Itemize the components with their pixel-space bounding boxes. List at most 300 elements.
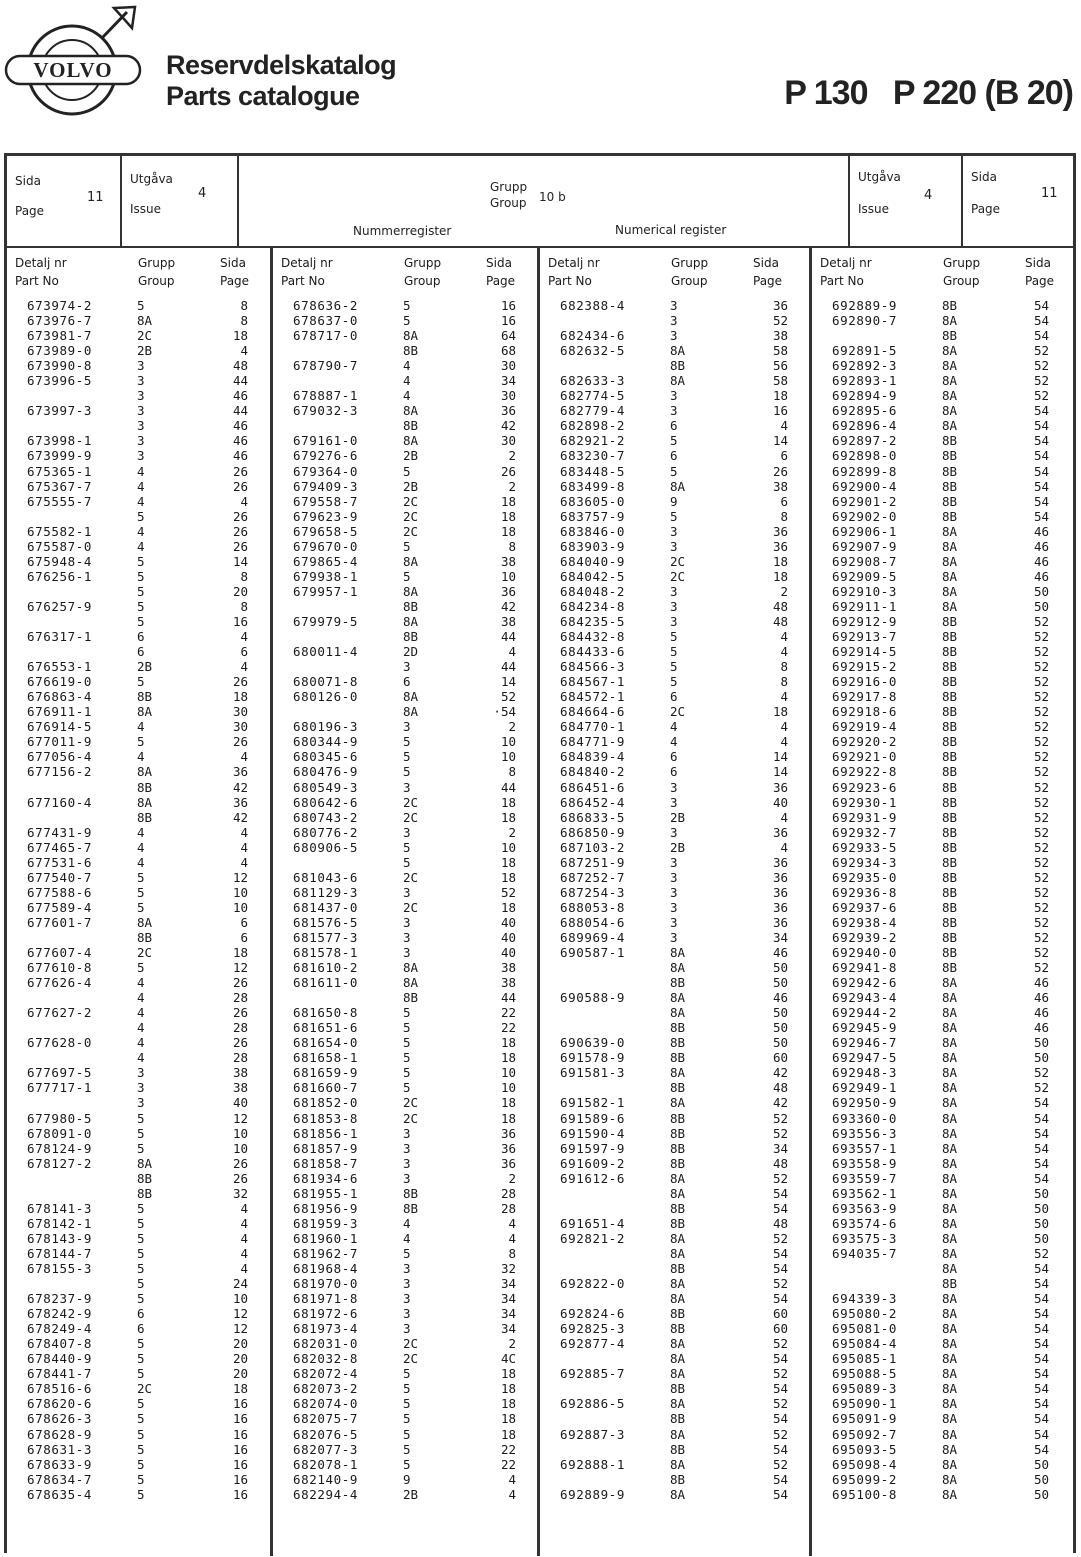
page-number: 52 [772, 1110, 788, 1126]
table-row [812, 1186, 1073, 1201]
group-code: 3 [670, 824, 678, 840]
page-number: 26 [232, 975, 248, 991]
part-number: 692931-9 [832, 809, 898, 825]
page-number: 12 [232, 960, 248, 976]
page-number: 52 [772, 1170, 788, 1186]
part-number: 692898-0 [832, 448, 898, 464]
page-number: 50 [772, 1035, 788, 1051]
page-number: 52 [1033, 719, 1049, 735]
table-row [273, 1231, 540, 1246]
page-number: 36 [500, 1155, 516, 1171]
part-number: 678142-1 [27, 1215, 93, 1231]
table-row [540, 1171, 812, 1186]
table-row [812, 373, 1073, 388]
table-row [7, 719, 272, 734]
group-code: 2B [403, 448, 419, 464]
part-number: 695093-5 [832, 1441, 898, 1457]
table-row [273, 1381, 540, 1396]
group-code: 8A [403, 960, 419, 976]
register-table [4, 153, 1076, 1553]
table-row [812, 1336, 1073, 1351]
group-code: 3 [670, 598, 678, 614]
group-code: 2C [137, 945, 153, 961]
column-header-part-en: Part No [281, 274, 325, 288]
part-number: 681578-1 [293, 945, 359, 961]
page-number: 50 [1033, 1215, 1049, 1231]
group-code: 8A [670, 960, 686, 976]
group-code: 3 [403, 1125, 411, 1141]
table-row [7, 388, 272, 403]
table-row [812, 945, 1073, 960]
table-row [812, 614, 1073, 629]
group-code: 5 [137, 508, 145, 524]
page-number: 54 [1033, 1366, 1049, 1382]
column-header-group-en: Group [138, 274, 175, 288]
group-code: 8A [942, 403, 958, 419]
page-number: 40 [500, 929, 516, 945]
table-row [273, 448, 540, 463]
page-number: 26 [232, 1170, 248, 1186]
part-number: 688053-8 [560, 899, 626, 915]
table-row [812, 554, 1073, 569]
group-code: 8B [942, 433, 958, 449]
table-row [540, 644, 812, 659]
table-row [7, 885, 272, 900]
page-number: 16 [500, 298, 516, 313]
table-row [273, 734, 540, 749]
part-number: 692939-2 [832, 929, 898, 945]
page-number: 4 [780, 689, 788, 705]
table-row [540, 734, 812, 749]
part-number: 692942-6 [832, 975, 898, 991]
right-page-value: 11 [1041, 186, 1058, 201]
page-number: 16 [232, 1411, 248, 1427]
part-number: 679957-1 [293, 583, 359, 599]
part-number: 692887-3 [560, 1426, 626, 1442]
page-number: 2 [508, 1336, 516, 1352]
part-number: 676863-4 [27, 689, 93, 705]
table-row [540, 298, 812, 313]
group-code: 5 [137, 960, 145, 976]
page-number: 10 [500, 1080, 516, 1096]
part-number: 695080-2 [832, 1306, 898, 1322]
table-row [273, 644, 540, 659]
group-code: 4 [137, 719, 145, 735]
page-number: ·54 [493, 704, 516, 720]
page-number: 6 [780, 448, 788, 464]
part-number: 681972-6 [293, 1306, 359, 1322]
page-number: 34 [500, 373, 516, 389]
part-number: 677628-0 [27, 1035, 93, 1051]
table-row [540, 719, 812, 734]
column-header-page-en: Page [753, 274, 783, 288]
page-number: 22 [500, 1456, 516, 1472]
table-row [7, 1231, 272, 1246]
page-number: 52 [1033, 884, 1049, 900]
table-row [273, 328, 540, 343]
table-row [273, 795, 540, 810]
page-number: 36 [772, 298, 788, 313]
part-number: 678636-2 [293, 298, 359, 313]
part-number: 695088-5 [832, 1366, 898, 1382]
group-code: 8B [403, 990, 419, 1006]
page-number: 18 [500, 1366, 516, 1382]
page-number: 8 [508, 1245, 516, 1261]
part-number: 692897-2 [832, 433, 898, 449]
part-number: 673990-8 [27, 358, 93, 374]
group-code: 4 [403, 373, 411, 389]
page-number: 26 [232, 1035, 248, 1051]
group-code: 2C [403, 869, 419, 885]
table-row [7, 1381, 272, 1396]
table-row [812, 1411, 1073, 1426]
group-code: 8B [942, 613, 958, 629]
volvo-logo-text: VOLVO [33, 58, 113, 82]
table-row [812, 900, 1073, 915]
part-number: 681971-8 [293, 1291, 359, 1307]
table-row [540, 1411, 812, 1426]
page-number: 18 [500, 1411, 516, 1427]
part-number: 692902-0 [832, 508, 898, 524]
part-number: 679558-7 [293, 493, 359, 509]
group-code: 8A [403, 433, 419, 449]
left-page-value: 11 [87, 190, 104, 205]
table-row [540, 403, 812, 418]
page-number: 26 [232, 734, 248, 750]
group-code: 8A [942, 1050, 958, 1066]
table-row [540, 1111, 812, 1126]
group-code: 2B [137, 343, 153, 359]
part-number: 686833-5 [560, 809, 626, 825]
part-number: 684839-4 [560, 749, 626, 765]
group-code: 6 [403, 674, 411, 690]
group-code: 3 [403, 1291, 411, 1307]
table-row [7, 1336, 272, 1351]
group-code: 8A [942, 1200, 958, 1216]
group-code: 2C [403, 1351, 419, 1367]
group-code: 8A [670, 1291, 686, 1307]
table-row [812, 975, 1073, 990]
group-code: 8A [942, 1185, 958, 1201]
group-code: 8A [670, 1095, 686, 1111]
page-number: 18 [500, 493, 516, 509]
group-code: 8A [670, 945, 686, 961]
group-code: 8A [942, 1351, 958, 1367]
group-code: 5 [403, 1245, 411, 1261]
part-number: 677056-4 [27, 749, 93, 765]
page-number: 52 [1033, 794, 1049, 810]
page-number: 54 [1033, 433, 1049, 449]
table-row [812, 1321, 1073, 1336]
table-row [7, 433, 272, 448]
group-code: 8B [670, 975, 686, 991]
page-number: 16 [232, 1456, 248, 1472]
table-row [7, 494, 272, 509]
page-number: 26 [232, 674, 248, 690]
page-number: 54 [1033, 1321, 1049, 1337]
page-number: 8 [240, 598, 248, 614]
page-number: 30 [232, 719, 248, 735]
group-code: 5 [403, 1366, 411, 1382]
table-row [812, 1126, 1073, 1141]
table-row [812, 810, 1073, 825]
group-code: 5 [403, 1050, 411, 1066]
page-number: 24 [232, 1276, 248, 1292]
table-row [812, 298, 1073, 313]
part-number: 679161-0 [293, 433, 359, 449]
table-row [7, 1276, 272, 1291]
page-number: 36 [232, 794, 248, 810]
group-code: 6 [670, 448, 678, 464]
page-number: 46 [1033, 523, 1049, 539]
page-number: 36 [232, 764, 248, 780]
table-row [273, 1472, 540, 1487]
table-row [273, 870, 540, 885]
table-row [7, 945, 272, 960]
page-number: 46 [232, 418, 248, 434]
part-number: 692908-7 [832, 553, 898, 569]
group-code: 8A [670, 1185, 686, 1201]
group-code: 4 [137, 824, 145, 840]
group-code: 3 [670, 523, 678, 539]
part-number: 693558-9 [832, 1155, 898, 1171]
page-number: 18 [500, 1095, 516, 1111]
register-columns [7, 248, 1073, 1556]
table-row [540, 659, 812, 674]
group-code: 8B [942, 704, 958, 720]
page-number: 54 [1033, 1351, 1049, 1367]
table-row [540, 1141, 812, 1156]
page-number: 30 [500, 388, 516, 404]
group-code: 8B [670, 1035, 686, 1051]
part-number: 678717-0 [293, 328, 359, 344]
group-code: 3 [670, 298, 678, 313]
group-code: 8B [670, 1155, 686, 1171]
group-code: 3 [670, 403, 678, 419]
page-number: 12 [232, 1306, 248, 1322]
model-designation: P 130 P 220 (B 20) [784, 74, 1073, 112]
table-row [540, 1366, 812, 1381]
part-number: 678249-4 [27, 1321, 93, 1337]
table-row [273, 358, 540, 373]
table-row [273, 764, 540, 779]
group-code: 5 [670, 463, 678, 479]
page-number: 46 [772, 945, 788, 961]
part-number: 680906-5 [293, 839, 359, 855]
table-row [812, 870, 1073, 885]
page-number: 14 [772, 749, 788, 765]
table-row [273, 464, 540, 479]
group-code: 4 [137, 1035, 145, 1051]
group-code: 8B [670, 1200, 686, 1216]
group-code: 2C [403, 493, 419, 509]
table-row [812, 1457, 1073, 1472]
page-number: 36 [500, 403, 516, 419]
group-code: 8B [670, 1125, 686, 1141]
table-row [812, 1306, 1073, 1321]
group-code: 8A [942, 1396, 958, 1412]
part-number: 681960-1 [293, 1230, 359, 1246]
table-row [540, 1216, 812, 1231]
page-number: 30 [500, 358, 516, 374]
table-row [273, 1276, 540, 1291]
table-row [812, 825, 1073, 840]
group-code: 8A [670, 1230, 686, 1246]
group-code: 8B [942, 508, 958, 524]
part-number: 678637-0 [293, 313, 359, 329]
group-code: 5 [403, 1065, 411, 1081]
register-rows [540, 298, 812, 1502]
group-code: 5 [137, 553, 145, 569]
group-code: 5 [137, 1351, 145, 1367]
table-row [273, 1457, 540, 1472]
table-row [540, 1487, 812, 1502]
part-number: 684664-6 [560, 704, 626, 720]
group-code: 4 [403, 388, 411, 404]
table-row [812, 1351, 1073, 1366]
part-number: 692901-2 [832, 493, 898, 509]
right-issue-cell [850, 156, 963, 246]
group-code: 4 [403, 358, 411, 374]
part-number: 691651-4 [560, 1215, 626, 1231]
page-number: 2 [508, 448, 516, 464]
group-code: 8A [403, 583, 419, 599]
page-number: 54 [772, 1185, 788, 1201]
group-code: 8A [942, 313, 958, 329]
column-header-group-sv: Grupp [138, 256, 176, 270]
group-code: 5 [137, 899, 145, 915]
table-row [273, 1080, 540, 1095]
part-number: 675365-1 [27, 463, 93, 479]
part-number: 684771-9 [560, 734, 626, 750]
group-code: 8B [670, 1411, 686, 1427]
group-code: 6 [670, 764, 678, 780]
page-number: 4 [240, 749, 248, 765]
part-number: 684566-3 [560, 659, 626, 675]
page-number: 42 [500, 418, 516, 434]
page-number: 52 [1033, 779, 1049, 795]
table-row [7, 659, 272, 674]
group-code: 8B [942, 734, 958, 750]
page-number: 54 [1033, 1306, 1049, 1322]
table-row [540, 539, 812, 554]
group-code: 8B [942, 719, 958, 735]
page-number: 68 [500, 343, 516, 359]
page-number: 4 [780, 418, 788, 434]
page-number: 22 [500, 1005, 516, 1021]
table-row [540, 1065, 812, 1080]
page-number: 52 [1033, 1245, 1049, 1261]
group-code: 3 [403, 779, 411, 795]
table-row [273, 990, 540, 1005]
part-number: 693562-1 [832, 1185, 898, 1201]
group-code: 8B [403, 598, 419, 614]
part-number: 692885-7 [560, 1366, 626, 1382]
register-rows [7, 298, 272, 1502]
part-number: 679364-0 [293, 463, 359, 479]
page-number: 26 [772, 463, 788, 479]
page-number: 8 [508, 538, 516, 554]
page-number: 46 [232, 433, 248, 449]
group-code: 3 [403, 1261, 411, 1276]
group-code: 8A [942, 1411, 958, 1427]
group-code: 5 [403, 1396, 411, 1412]
page-number: 48 [232, 358, 248, 374]
table-row [273, 689, 540, 704]
part-number: 692877-4 [560, 1336, 626, 1352]
column-header [812, 252, 1073, 292]
page-number: 52 [772, 1125, 788, 1141]
page-number: 16 [232, 1426, 248, 1442]
register-rows [812, 298, 1073, 1502]
group-code: 8A [942, 553, 958, 569]
group-code: 8A [942, 1306, 958, 1322]
group-code: 3 [670, 854, 678, 870]
table-row [7, 749, 272, 764]
group-code: 8A [137, 1155, 153, 1171]
table-row [812, 1381, 1073, 1396]
page-number: 54 [1033, 1411, 1049, 1427]
group-code: 5 [137, 1110, 145, 1126]
group-code: 8A [942, 388, 958, 404]
table-row [7, 539, 272, 554]
page-number: 54 [1033, 1336, 1049, 1352]
group-code: 8B [942, 929, 958, 945]
group-code: 2C [403, 523, 419, 539]
part-number: 682294-4 [293, 1486, 359, 1502]
part-number: 684235-5 [560, 613, 626, 629]
group-code: 8B [942, 945, 958, 961]
table-row [7, 464, 272, 479]
group-code: 5 [137, 1456, 145, 1472]
group-code: 8B [670, 1471, 686, 1487]
column-header-group-sv: Grupp [404, 256, 442, 270]
group-code: 5 [403, 839, 411, 855]
table-row [540, 764, 812, 779]
group-code: 8B [942, 298, 958, 313]
group-code: 5 [403, 568, 411, 584]
part-number: 675587-0 [27, 538, 93, 554]
part-number: 680126-0 [293, 689, 359, 705]
group-code: 8B [942, 493, 958, 509]
page-number: 8 [508, 764, 516, 780]
table-row [812, 1201, 1073, 1216]
group-code: 8A [942, 1456, 958, 1472]
group-code: 8B [137, 1170, 153, 1186]
group-code: 4 [137, 493, 145, 509]
table-row [273, 960, 540, 975]
table-row [540, 960, 812, 975]
group-code: 8A [942, 1336, 958, 1352]
page-number: 52 [1033, 644, 1049, 660]
table-row [7, 1396, 272, 1411]
table-row [7, 1291, 272, 1306]
group-code: 8B [942, 644, 958, 660]
page-number: 42 [232, 779, 248, 795]
part-number: 692913-7 [832, 629, 898, 645]
page-number: 54 [772, 1441, 788, 1457]
table-row [540, 509, 812, 524]
page-number: 54 [772, 1261, 788, 1276]
page-number: 38 [500, 613, 516, 629]
table-row [812, 960, 1073, 975]
page-number: 10 [232, 884, 248, 900]
group-code: 8A [403, 975, 419, 991]
table-row [540, 524, 812, 539]
page-number: 2 [508, 719, 516, 735]
part-number: 692896-4 [832, 418, 898, 434]
group-code: 8B [942, 794, 958, 810]
